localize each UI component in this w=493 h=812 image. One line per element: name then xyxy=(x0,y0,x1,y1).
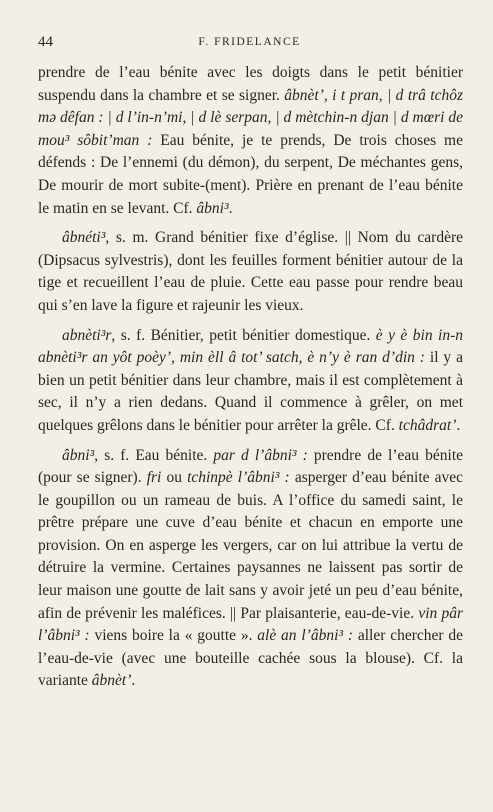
gloss-text: . xyxy=(456,416,461,434)
gloss-text: aller chercher de l’eau-de-vie (avec une bouteille cachée sous la blouse). Cf. la variante xyxy=(38,627,463,690)
gloss-text: prendre de l’eau bénite (pour se signer). xyxy=(38,446,463,487)
gloss-text: , s. f. Eau bénite. xyxy=(94,446,214,464)
dialect-term: par d l’âbni³ : xyxy=(213,446,308,464)
dialect-term: è y è bin in-n abnèti³r an yôt poèy’, min èll â tot’ satch, è n’y è ran d’din : xyxy=(38,326,463,367)
dialect-term: tchâdrat’ xyxy=(398,416,457,434)
paragraph-continuation xyxy=(38,62,463,220)
entry-abnetir xyxy=(38,325,463,438)
gloss-text: ou xyxy=(161,469,188,487)
dialect-term: âbnéti³ xyxy=(62,229,106,247)
gloss-text: Eau bénite, je te prends, De trois choses me défends : De l’ennemi (du démon), du serpent, De méchantes gens, De mourir de mort subite-(ment). Prière en prenant de l’eau bénite le matin en se levant. Cf. xyxy=(38,131,463,217)
gloss-text: asperger d’eau bénite avec le goupillon ou un rameau de buis. A l’office du samedi saint, le prêtre prépare une cuve d’eau bénite et chacun en emporte une provision. On en asperge les vergers, car on lui attribue la vertu de détruire la vermine. Certaines paysannes ne laissent pas sortir de leur maison une goutte de lait sans y avoir jeté un peu d’eau bénite, afin de prévenir les maléfices. || Par plaisanterie, eau-de-vie. xyxy=(38,469,464,622)
page-header xyxy=(38,34,461,54)
dialect-term: abnèti³r xyxy=(62,326,112,344)
dialect-term: alè an l’âbni³ : xyxy=(257,627,354,645)
page-number: 44 xyxy=(38,34,53,50)
dialect-term: tchinpè l’âbni³ : xyxy=(187,469,290,487)
dialect-term: fri xyxy=(146,469,162,487)
entry-abneti xyxy=(38,227,463,317)
dialect-term: vin pâr l’âbni³ : xyxy=(38,604,464,645)
gloss-text: viens boire la « goutte ». xyxy=(89,627,258,645)
gloss-text: il y a bien un petit bénitier dans leur chambre, mais il est complètement à sec, il n’y a rien dedans. Quand il commence à grêler, on met quelques grêlons dans le bénitier pour arrêter la grêle. Cf. xyxy=(38,349,463,434)
dialect-term: âbni³ xyxy=(196,199,229,217)
body-text xyxy=(38,62,463,700)
gloss-text: . xyxy=(131,672,136,690)
running-title: F. FRIDELANCE xyxy=(198,36,301,48)
entry-abni xyxy=(38,445,463,694)
dialect-term: âbni³ xyxy=(62,446,95,464)
gloss-text: . xyxy=(228,199,233,217)
dialect-term: âbnèt’ xyxy=(91,672,132,690)
gloss-text: , s. f. Bénitier, petit bénitier domestique. xyxy=(111,326,376,344)
dialect-term: âbnèt’, i t pran, | d trâ tchôz mə dêfan : | d l’in-n’mi, | d lè serpan, | d mètchin-n djan | d mœri de mou³ sôbit’man : xyxy=(38,86,463,149)
gloss-text: , s. m. Grand bénitier fixe d’église. || Nom du cardère (Dipsacus sylvestris), dont les feuilles forment bénitier autour de la tige et recueillent l’eau de pluie. Cette eau passe pour rendre beau qui s’en lave la figure et rajeunir les vieux. xyxy=(38,229,463,314)
gloss-text: prendre de l’eau bénite avec les doigts dans le petit bénitier suspendu dans la chambre et se signer. xyxy=(38,64,463,104)
